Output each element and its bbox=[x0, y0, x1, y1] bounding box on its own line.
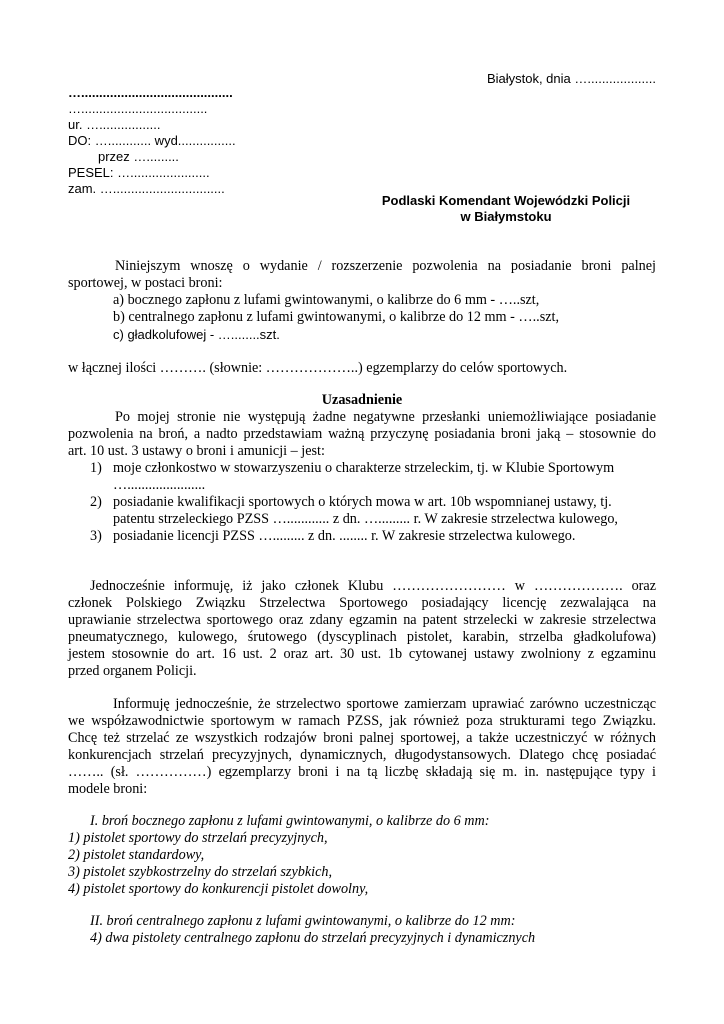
info2-line: Informuję jednocześnie, że strzelectwo sportowe zamierzam uprawiać zarówno uczestnicząc bbox=[113, 696, 656, 712]
list-number: 2) bbox=[90, 494, 102, 510]
sender-issuer-line: przez …......... bbox=[98, 149, 179, 164]
info1-line: Jednocześnie informuję, iż jako członek Klubu …………………… w ………………. oraz bbox=[90, 578, 656, 594]
sender-name-line: ….......................................... bbox=[68, 85, 233, 100]
list-item-membership: moje członkostwo w stowarzyszeniu o charakterze strzeleckim, tj. w Klubie Sportowym bbox=[113, 460, 615, 476]
section2-heading: II. broń centralnego zapłonu z lufami gwintowanymi, o kalibrze do 12 mm: bbox=[90, 913, 516, 929]
place-date: Białystok, dnia …................... bbox=[486, 71, 656, 86]
list-item-license: posiadanie licencji PZSS …......... z dn. ........ r. W zakresie strzelectwa kulowego. bbox=[113, 528, 576, 544]
recipient-line-2: w Białymstoku bbox=[460, 209, 552, 224]
section1-item: 2) pistolet standardowy, bbox=[68, 847, 205, 863]
info1-line: jestem stosownie do art. 16 ust. 2 oraz art. 30 ust. 1b cytowanej ustawy zwolniony z egzaminu bbox=[68, 646, 656, 662]
sender-pesel-line: PESEL: …...................... bbox=[68, 165, 210, 180]
info1-line: członek Polskiego Związku Strzelectwa Sportowego posiadający licencję zezwalająca na bbox=[68, 595, 656, 611]
section1-item: 4) pistolet sportowy do konkurencji pistolet dowolny, bbox=[68, 881, 369, 897]
justification-line-1: Po mojej stronie nie występują żadne negatywne przesłanki uniemożliwiające posiadanie bbox=[115, 409, 656, 425]
sender-line: …................................... bbox=[68, 101, 208, 116]
sender-birth-line: ur. …................. bbox=[68, 117, 161, 132]
request-item-b: b) centralnego zapłonu z lufami gwintowanymi, o kalibrze do 12 mm - …..szt, bbox=[113, 309, 559, 325]
list-number: 3) bbox=[90, 528, 102, 544]
request-item-c: c) gładkolufowej - …........szt. bbox=[113, 327, 280, 342]
justification-line-2: pozwolenia na broń, a nadto przedstawiam ważną przyczynę posiadania broni jaką – stosownie do bbox=[68, 426, 656, 442]
info2-line: modele broni: bbox=[68, 781, 148, 797]
sender-id-line: DO: …............ wyd................ bbox=[68, 133, 236, 148]
request-intro-line-1: Niniejszym wnoszę o wydanie / rozszerzenie pozwolenia na posiadanie broni palnej bbox=[115, 258, 656, 274]
info2-line: …….. (sł. ……………) egzemplarzy broni i na tą liczbę składają się m. in. następujące typy i bbox=[68, 764, 656, 780]
recipient-line-1: Podlaski Komendant Wojewódzki Policji bbox=[381, 193, 631, 208]
justification-line-3: art. 10 ust. 3 ustawy o broni i amunicji – jest: bbox=[68, 443, 325, 459]
list-number: 1) bbox=[90, 460, 102, 476]
info1-line: uprawianie strzelectwa sportowego oraz zdany egzamin na patent strzelecki w zakresie strzelectwa bbox=[68, 612, 656, 628]
section2-item: 4) dwa pistolety centralnego zapłonu do strzelań precyzyjnych i dynamicznych bbox=[90, 930, 536, 946]
info1-line: pneumatycznego, kulowego, śrutowego (dyscyplinach pistolet, karabin, strzelba gładkolufowa) bbox=[68, 629, 656, 645]
request-total: w łącznej ilości ………. (słownie: ………………..) egzemplarzy do celów sportowych. bbox=[68, 360, 568, 376]
sender-address-line: zam. …............................... bbox=[68, 181, 225, 196]
info1-line: przed organem Policji. bbox=[68, 663, 197, 679]
list-item-qualifications: posiadanie kwalifikacji sportowych o których mowa w art. 10b wspomnianej ustawy, tj. bbox=[113, 494, 612, 510]
request-intro-line-2: sportowej, w postaci broni: bbox=[68, 275, 223, 291]
info2-line: we współzawodnictwie sportowym w ramach PZSS, jak również poza strukturami tego Związku. bbox=[68, 713, 656, 729]
justification-title: Uzasadnienie bbox=[321, 392, 403, 408]
list-item-qualifications-cont: patentu strzeleckiego PZSS …............ z dn. …......... r. W zakresie strzelectwa kulowego, bbox=[113, 511, 618, 527]
section1-heading: I. broń bocznego zapłonu z lufami gwintowanymi, o kalibrze do 6 mm: bbox=[90, 813, 490, 829]
request-item-a: a) bocznego zapłonu z lufami gwintowanymi, o kalibrze do 6 mm - …..szt, bbox=[113, 292, 540, 308]
info2-line: Chcę też strzelać ze wszystkich rodzajów broni palnej sportowej, a także uczestniczyć w różnych bbox=[68, 730, 656, 746]
section1-item: 1) pistolet sportowy do strzelań precyzyjnych, bbox=[68, 830, 328, 846]
info2-line: konkurencjach strzelań precyzyjnych, dynamicznych, długodystansowych. Dlatego chcę posiadać bbox=[68, 747, 656, 763]
list-item-membership-cont: …...................... bbox=[113, 477, 206, 493]
section1-item: 3) pistolet szybkostrzelny do strzelań szybkich, bbox=[68, 864, 333, 880]
